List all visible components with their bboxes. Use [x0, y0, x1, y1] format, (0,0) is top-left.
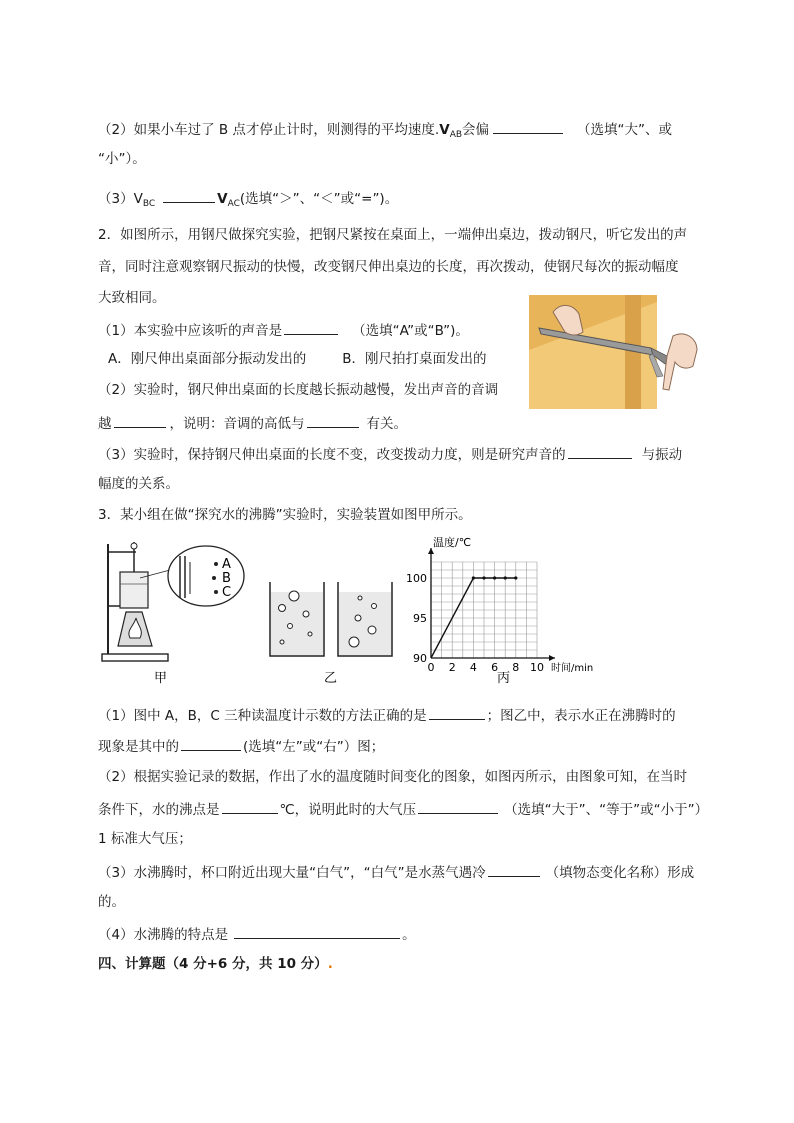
answer-blank[interactable]: [181, 736, 241, 751]
beakers-figure: [262, 534, 412, 684]
left-beaker: [270, 582, 324, 656]
answer-blank[interactable]: [418, 799, 498, 814]
answer-blank[interactable]: [568, 444, 632, 459]
ruler-experiment-figure: [513, 292, 703, 410]
eye-a-icon: [214, 562, 218, 566]
q2-part2-line1: （2）实验时，钢尺伸出桌面的长度越长振动越慢，发出声音的音调: [98, 382, 499, 398]
y-axis-label: 温度/℃: [433, 536, 472, 549]
data-point: [482, 576, 485, 579]
data-point: [493, 576, 496, 579]
x-tick-label: 8: [512, 661, 520, 674]
x-tick-label: 4: [469, 661, 477, 674]
q2-stem-line2: 音，同时注意观察钢尺振动的快慢，改变钢尺伸出桌边的长度，再次拨动，使钢尺每次的振动幅度: [98, 259, 679, 275]
option-b[interactable]: B．刚尺拍打桌面发出的: [342, 351, 487, 367]
x-tick-label: 2: [448, 661, 456, 674]
q3-part2-line1: （2）根据实验记录的数据，作出了水的温度随时间变化的图象，如图丙所示，由图象可知，在当时: [98, 769, 688, 785]
q3-part1-line2: 现象是其中的 (选填“左”或“右”）图；: [98, 736, 384, 756]
q1-part2-line2: “小”）。: [98, 151, 146, 167]
data-point: [504, 576, 507, 579]
section-4-title: 四、计算题（4 分+6 分，共 10 分）.: [98, 956, 333, 972]
answer-blank[interactable]: [307, 413, 359, 428]
q2-stem-line1: 2．如图所示，用钢尺做探究实验，把钢尺紧按在桌面上，一端伸出桌边，拨动钢尺，听它发出的声: [98, 227, 688, 243]
x-axis-label: 时间/min: [551, 663, 594, 674]
label-bing: 丙: [497, 671, 511, 684]
answer-blank[interactable]: [234, 924, 400, 939]
eye-c-icon: [214, 590, 218, 594]
answer-blank[interactable]: [429, 705, 485, 720]
q2-part2-line2: 越 ，说明：音调的高低与 有关。: [98, 413, 407, 433]
q3-part1-line1: （1）图中 A，B，C 三种读温度计示数的方法正确的是 ；图乙中，表示水正在沸腾时的: [98, 705, 676, 725]
q3-part4: （4）水沸腾的特点是 。: [98, 924, 416, 944]
q1-part2-line1: （2）如果小车过了 B 点才停止计时，则测得的平均速度$.V_{AB}$会偏 （选填“大”、或: [98, 119, 672, 144]
q2-part3-line2: 幅度的关系。: [98, 476, 179, 492]
temperature-time-chart: [405, 534, 645, 684]
q3-part2-line2: 条件下，水的沸点是 ℃，说明此时的大气压 （选填“大于”、“等于”或“小于”）: [98, 799, 708, 819]
q3-part2-line3: 1 标准大气压；: [98, 831, 192, 847]
right-beaker: [338, 582, 392, 656]
data-point: [514, 576, 517, 579]
label-yi: 乙: [324, 671, 338, 684]
data-point: [472, 576, 475, 579]
answer-blank[interactable]: [284, 320, 338, 335]
answer-blank[interactable]: [222, 799, 278, 814]
answer-blank[interactable]: [493, 119, 563, 134]
q2-part1: （1）本实验中应该听的声音是 （选填“A”或“B”)。: [98, 320, 469, 340]
q3-part3-line1: （3）水沸腾时，杯口附近出现大量“白气”，“白气”是水蒸气遇冷 （填物态变化名称）形成: [98, 862, 694, 882]
x-tick-label: 6: [491, 661, 499, 674]
x-tick-label: 0: [427, 661, 435, 674]
label-c: C: [222, 585, 232, 600]
x-axis-arrow-icon: [549, 655, 555, 661]
boiling-apparatus-figure: [96, 534, 266, 684]
label-b: B: [222, 571, 231, 586]
q2-options: [108, 350, 487, 368]
answer-blank[interactable]: [163, 188, 215, 203]
answer-blank[interactable]: [114, 413, 166, 428]
q2-stem-line3: 大致相同。: [98, 290, 166, 306]
label-jia: 甲: [154, 671, 168, 684]
right-hand-icon: [663, 334, 697, 390]
label-a: A: [222, 557, 231, 572]
x-tick-label: 10: [530, 661, 544, 674]
q3-intro: 3．某小组在做“探究水的沸腾”实验时，实验装置如图甲所示。: [98, 507, 472, 523]
y-tick-label: 100: [406, 572, 427, 585]
chart-axes: [428, 548, 555, 661]
y-tick-label: 90: [413, 652, 427, 665]
eye-b-icon: [212, 576, 216, 580]
q2-part3-line1: （3）实验时，保持钢尺伸出桌面的长度不变，改变拨动力度，则是研究声音的 与振动: [98, 444, 682, 464]
y-tick-label: 95: [413, 612, 427, 625]
stand-base: [102, 654, 168, 661]
chart-series: [431, 576, 517, 658]
option-a[interactable]: A．刚尺伸出桌面部分振动发出的: [108, 351, 307, 367]
answer-blank[interactable]: [488, 862, 540, 877]
q1-part3: $(3)V_{BC}$ $V_{AC}$(选填“＞”、“＜”或“=”)。: [98, 188, 398, 213]
q3-part3-line2: 的。: [98, 894, 125, 910]
